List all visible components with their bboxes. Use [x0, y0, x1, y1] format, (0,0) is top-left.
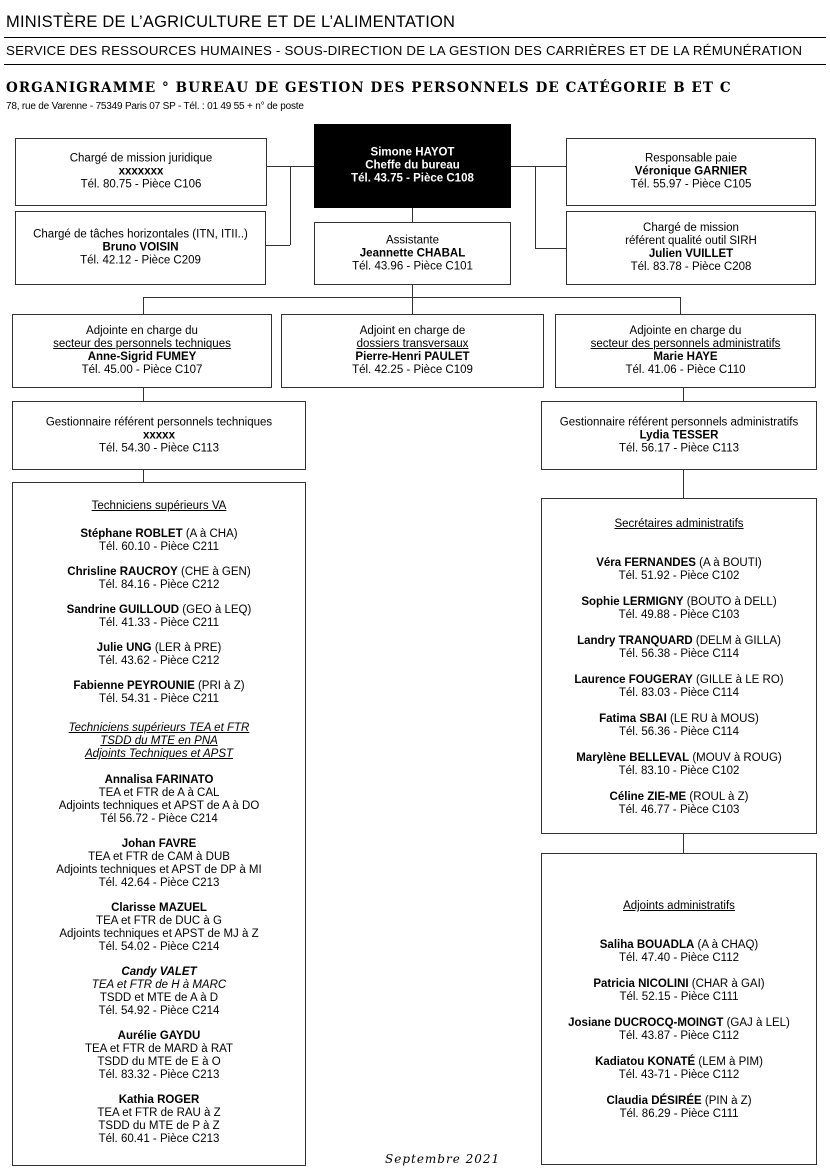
- connector-techniciens: [143, 470, 144, 482]
- person-entry: [13, 528, 305, 554]
- juridique-role: Chargé de mission juridique: [69, 152, 213, 165]
- person-name-line: [13, 604, 305, 617]
- person-contact: Tél. 83.03 - Pièce C114: [619, 687, 739, 699]
- person-entry: [13, 680, 305, 706]
- person-contact: Tél. 43.87 - Pièce C112: [619, 1030, 739, 1042]
- person-name-line: [542, 557, 816, 570]
- person-entry: [13, 642, 305, 668]
- person-contact: Tél. 83.10 - Pièce C102: [618, 765, 740, 777]
- person-contact: Tél. 54.31 - Pièce C211: [99, 693, 219, 705]
- person-entry: [542, 1056, 816, 1082]
- adjoints-heading: Adjoints administratifs: [623, 900, 735, 912]
- person-range: (LE RU à MOUS): [666, 713, 759, 725]
- paie-name: Véronique GARNIER: [634, 165, 748, 178]
- adj-transv-contact: Tél. 42.25 - Pièce C109: [352, 364, 473, 376]
- person-detail: Tél. 54.92 - Pièce C214: [98, 1005, 220, 1017]
- person-name: Kathia ROGER: [118, 1094, 200, 1106]
- person-detail: TSDD et MTE de A à D: [99, 992, 219, 1004]
- box-sirh: [566, 211, 816, 285]
- person-detail: Tél. 83.32 - Pièce C213: [98, 1069, 220, 1081]
- box-adjoint-transversal: [281, 314, 544, 388]
- address-line: 78, rue de Varenne - 75349 Paris 07 SP - Tél. : 01 49 55 + n° de poste: [6, 101, 304, 112]
- connector-chef-assistante: [412, 208, 413, 222]
- person-contact: Tél. 51.92 - Pièce C102: [618, 570, 740, 582]
- person-name: Saliha BOUADLA: [599, 939, 695, 951]
- juridique-name: xxxxxxx: [118, 165, 164, 178]
- person-name-line: [542, 635, 816, 648]
- person-entry: [13, 566, 305, 592]
- person-name: Marylène BELLEVAL: [576, 752, 690, 764]
- person-contact: Tél. 49.88 - Pièce C103: [618, 609, 740, 621]
- person-detail: TEA et FTR de RAU à Z: [97, 1107, 221, 1119]
- connector-adj-tech: [143, 297, 144, 314]
- techniciens-heading: Techniciens supérieurs VA: [91, 500, 227, 512]
- sirh-contact: Tél. 83.78 - Pièce C208: [630, 261, 752, 273]
- person-range: (A à CHAQ): [694, 939, 759, 951]
- gest-tech-contact: Tél. 54.30 - Pièce C113: [99, 442, 219, 454]
- person-name: Julie UNG: [96, 642, 152, 654]
- box-gestionnaire-administratif: [541, 401, 817, 470]
- box-techniciens: [12, 482, 306, 1166]
- service-title: SERVICE DES RESSOURCES HUMAINES - SOUS-DIRECTION DE LA GESTION DES CARRIÈRES ET DE LA RÉMUNÉRATION: [6, 43, 803, 58]
- person-name-line: [542, 939, 816, 952]
- person-contact: Tél. 41.33 - Pièce C211: [99, 617, 219, 629]
- person-entry: [542, 1017, 816, 1043]
- person-detail: TSDD du MTE de E à O: [97, 1056, 221, 1068]
- horizontales-role: Chargé de tâches horizontales (ITN, ITII..): [33, 228, 248, 241]
- person-name: Patricia NICOLINI: [593, 978, 689, 990]
- connector-adj-admin: [680, 297, 681, 314]
- person-detail: Adjoints techniques et APST de MJ à Z: [59, 928, 259, 940]
- sirh-name: Julien VUILLET: [648, 248, 734, 260]
- person-entry: [13, 1030, 305, 1082]
- box-chef: [314, 124, 511, 208]
- person-detail: TEA et FTR de DUC à G: [96, 915, 222, 927]
- person-name-line: [13, 528, 305, 541]
- techniciens-va-list: [13, 528, 305, 706]
- connector-gest-admin: [683, 388, 684, 401]
- adj-admin-role-line2: secteur des personnels administratifs: [590, 338, 781, 350]
- person-name-line: [542, 1056, 816, 1069]
- connector-sirh: [535, 248, 566, 249]
- chef-contact: Tél. 43.75 - Pièce C108: [351, 172, 474, 185]
- person-contact: Tél. 47.40 - Pièce C112: [619, 952, 739, 964]
- person-name-line: [542, 713, 816, 726]
- person-contact: Tél. 84.16 - Pièce C212: [98, 579, 220, 591]
- footer-date: Septembre 2021: [385, 1152, 501, 1166]
- person-name: Véra FERNANDES: [596, 557, 696, 569]
- assistante-contact: Tél. 43.96 - Pièce C101: [352, 260, 473, 272]
- paie-role: Responsable paie: [644, 152, 738, 165]
- box-juridique: [15, 138, 267, 206]
- person-name: Candy VALET: [121, 966, 197, 978]
- person-entry: [542, 1095, 816, 1121]
- person-detail: Tél. 60.41 - Pièce C213: [98, 1133, 220, 1145]
- adjoints-list: [542, 939, 816, 1121]
- sirh-role-line1: Chargé de mission: [643, 222, 739, 234]
- person-detail: Tél. 42.64 - Pièce C213: [98, 877, 220, 889]
- person-detail: TEA et FTR de A à CAL: [98, 787, 220, 799]
- box-assistante: [314, 222, 511, 285]
- horizontales-name: [16, 242, 265, 255]
- person-detail: Tél 56.72 - Pièce C214: [100, 813, 218, 825]
- person-contact: Tél. 56.38 - Pièce C114: [619, 648, 739, 660]
- person-name-line: [13, 642, 305, 655]
- horizontales-contact: Tél. 42.12 - Pièce C209: [80, 254, 201, 267]
- person-entry: [542, 713, 816, 739]
- person-contact: Tél. 46.77 - Pièce C103: [618, 804, 740, 816]
- person-range: (PIN à Z): [701, 1095, 752, 1107]
- box-paie: [566, 138, 816, 206]
- person-range: (LER à PRE): [151, 642, 222, 654]
- connector-adj-transv: [412, 297, 413, 314]
- person-name: Johan FAVRE: [121, 838, 197, 850]
- box-horizontales: [15, 211, 266, 285]
- box-adjointe-technique: [12, 314, 272, 388]
- techniciens-tea-heading-line1: Techniciens supérieurs TEA et FTR: [68, 722, 250, 734]
- person-name-line: [542, 674, 816, 687]
- connector-adjoints-admin: [683, 834, 684, 853]
- person-name: Fatima SBAI: [599, 713, 667, 725]
- techniciens-tea-list: [13, 774, 305, 1146]
- connector-secretaires: [683, 470, 684, 498]
- connector-chef-paie: [511, 166, 566, 167]
- person-name-line: [542, 791, 816, 804]
- techniciens-tea-heading-line3: Adjoints Techniques et APST: [84, 748, 234, 760]
- techniciens-tea-heading: [13, 722, 305, 761]
- box-secretaires: [541, 498, 817, 834]
- adj-admin-contact: Tél. 41.06 - Pièce C110: [625, 364, 746, 376]
- gest-admin-role: Gestionnaire référent personnels administratifs: [559, 416, 799, 428]
- secretaires-list: [542, 557, 816, 817]
- box-gestionnaire-technique: [12, 401, 306, 470]
- horizontales-first-name: Bruno: [102, 241, 140, 254]
- person-name: Céline ZIE-ME: [609, 791, 687, 803]
- person-name: Fabienne PEYROUNIE: [73, 680, 195, 692]
- header-rule-top: [4, 37, 826, 38]
- person-name-line: [542, 1095, 816, 1108]
- person-range: (CHE à GEN): [177, 566, 251, 578]
- person-entry: [542, 939, 816, 965]
- person-detail: TEA et FTR de H à MARC: [91, 979, 227, 991]
- person-name-line: [542, 978, 816, 991]
- secretaires-heading: Secrétaires administratifs: [614, 518, 744, 530]
- person-range: (A à CHA): [182, 528, 238, 540]
- person-contact: Tél. 60.10 - Pièce C211: [99, 541, 219, 553]
- person-entry: [542, 596, 816, 622]
- person-name: Kadiatou KONATÉ: [595, 1056, 696, 1068]
- techniciens-tea-heading-line2: TSDD du MTE en PNA: [100, 735, 218, 747]
- person-name: Claudia DÉSIRÉE: [606, 1095, 702, 1107]
- person-name-line: [13, 680, 305, 693]
- connector-sirh-vertical: [535, 166, 536, 248]
- person-range: (MOUV à ROUG): [689, 752, 782, 764]
- person-name-line: [542, 596, 816, 609]
- person-name: Sophie LERMIGNY: [581, 596, 684, 608]
- person-entry: [542, 978, 816, 1004]
- gest-tech-role: Gestionnaire référent personnels techniques: [45, 416, 273, 428]
- person-entry: [13, 902, 305, 954]
- juridique-contact: Tél. 80.75 - Pièce C106: [80, 178, 202, 191]
- person-name: Stéphane ROBLET: [80, 528, 183, 540]
- gest-admin-name: Lydia TESSER: [639, 429, 719, 441]
- person-entry: [13, 1094, 305, 1146]
- person-detail: Tél. 54.02 - Pièce C214: [98, 941, 220, 953]
- adj-tech-name: Anne-Sigrid FUMEY: [87, 351, 197, 363]
- org-chart-title: ORGANIGRAMME ° BUREAU DE GESTION DES PERSONNELS DE CATÉGORIE B ET C: [6, 80, 732, 96]
- person-contact: Tél. 52.15 - Pièce C111: [619, 991, 739, 1003]
- person-name-line: [13, 566, 305, 579]
- person-name: Sandrine GUILLOUD: [66, 604, 180, 616]
- person-range: (GEO à LEQ): [179, 604, 252, 616]
- adj-transv-role-line2: dossiers transversaux: [356, 338, 469, 350]
- connector-horizontales: [266, 245, 290, 246]
- person-name: Clarisse MAZUEL: [111, 902, 207, 914]
- person-range: (A à BOUTI): [695, 557, 762, 569]
- person-entry: [542, 752, 816, 778]
- person-entry: [13, 774, 305, 826]
- sirh-role-line2: référent qualité outil SIRH: [625, 235, 757, 247]
- person-entry: [542, 635, 816, 661]
- horizontales-last-name: VOISIN: [139, 241, 179, 254]
- person-detail: TEA et FTR de CAM à DUB: [88, 851, 230, 863]
- person-detail: Adjoints techniques et APST de A à DO: [58, 800, 260, 812]
- person-detail: TEA et FTR de MARD à RAT: [84, 1043, 234, 1055]
- gest-admin-contact: Tél. 56.17 - Pièce C113: [619, 442, 739, 454]
- connector-horizontales-vertical: [290, 166, 291, 245]
- box-adjoints-administratifs: [541, 853, 817, 1165]
- person-range: (PRI à Z): [194, 680, 245, 692]
- adj-tech-role-line1: Adjointe en charge du: [86, 325, 198, 337]
- chef-name: Simone HAYOT: [370, 146, 455, 159]
- person-name: Josiane DUCROCQ-MOINGT: [568, 1017, 724, 1029]
- person-range: (DELM à GILLA): [692, 635, 781, 647]
- person-range: (CHAR à GAI): [688, 978, 765, 990]
- person-name: Annalisa FARINATO: [104, 774, 214, 786]
- person-entry: [13, 604, 305, 630]
- person-entry: [542, 674, 816, 700]
- person-range: (GILLE à LE RO): [692, 674, 784, 686]
- ministry-title: MINISTÈRE DE L’AGRICULTURE ET DE L’ALIMENTATION: [6, 13, 456, 31]
- assistante-name: Jeannette CHABAL: [359, 247, 466, 259]
- chef-role: Cheffe du bureau: [365, 159, 460, 172]
- person-range: (BOUTO à DELL): [683, 596, 777, 608]
- adj-tech-role-line2: secteur des personnels techniques: [53, 338, 231, 350]
- person-name: Aurélie GAYDU: [117, 1030, 201, 1042]
- person-detail: TSDD du MTE de P à Z: [98, 1120, 220, 1132]
- person-range: (GAJ à LEL): [723, 1017, 790, 1029]
- person-contact: Tél. 56.36 - Pièce C114: [619, 726, 739, 738]
- person-name: Laurence FOUGERAY: [574, 674, 693, 686]
- adj-admin-role-line1: Adjointe en charge du: [629, 325, 742, 337]
- header-rule-bottom: [4, 64, 826, 65]
- person-range: (LEM à PIM): [695, 1056, 763, 1068]
- person-contact: Tél. 43-71 - Pièce C112: [618, 1069, 740, 1081]
- person-contact: Tél. 43.62 - Pièce C212: [98, 655, 220, 667]
- gest-tech-name: xxxxx: [143, 429, 175, 441]
- person-entry: [542, 791, 816, 817]
- person-contact: Tél. 86.29 - Pièce C111: [619, 1108, 739, 1120]
- paie-contact: Tél. 55.97 - Pièce C105: [630, 178, 752, 191]
- person-name: Landry TRANQUARD: [577, 635, 693, 647]
- box-adjointe-administrative: [555, 314, 816, 388]
- person-range: (ROUL à Z): [686, 791, 749, 803]
- adj-tech-contact: Tél. 45.00 - Pièce C107: [81, 364, 203, 376]
- person-name: Chrisline RAUCROY: [67, 566, 178, 578]
- person-name-line: [542, 1017, 816, 1030]
- person-entry: [542, 557, 816, 583]
- person-entry: [13, 838, 305, 890]
- person-detail: Adjoints techniques et APST de DP à MI: [56, 864, 262, 876]
- assistante-role: Assistante: [385, 234, 440, 246]
- person-name-line: [542, 752, 816, 765]
- adj-transv-role-line1: Adjoint en charge de: [359, 325, 466, 337]
- connector-gest-tech: [143, 388, 144, 401]
- adj-admin-name: Marie HAYE: [653, 351, 718, 363]
- adj-transv-name: Pierre-Henri PAULET: [355, 351, 470, 363]
- person-entry: [13, 966, 305, 1018]
